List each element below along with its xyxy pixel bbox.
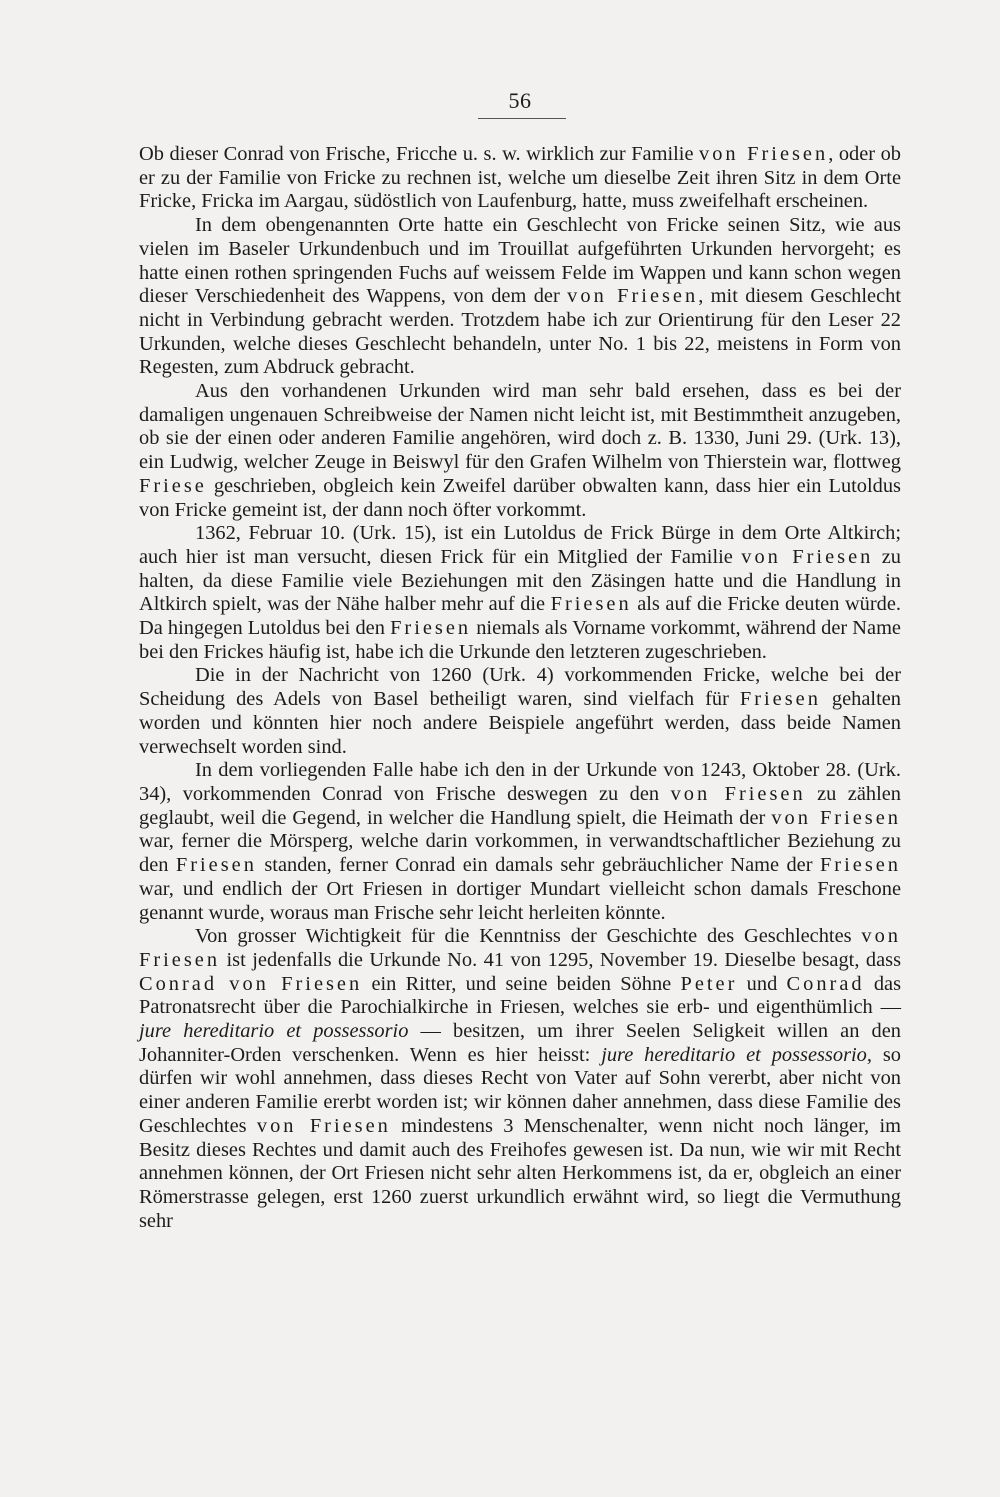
paragraph <box>139 143 901 214</box>
text-run: zu zählen geglaubt, weil die Gegend, in welcher die Handlung spielt, die Heimath der <box>139 782 901 829</box>
spaced-name: von Friesen <box>771 806 901 829</box>
italic-phrase: jure hereditario et possessorio, <box>601 1043 872 1066</box>
text-run: , oder ob er zu der Familie von Fricke zu rechnen ist, welche um dieselbe Zeit ihren Sitz in dem Orte Fricke, Fricka im Aargau, südöstlich von Laufenburg, hatte, muss zweifelhaft erscheinen. <box>139 143 901 213</box>
page-number-rule <box>478 118 566 119</box>
text-run: , mit diesem Geschlecht nicht in Verbindung gebracht werden. Trotzdem habe ich zur Orientirung für den Leser 22 Urkunden, welche dieses Geschlecht behandeln, unter No. 1 bis 22, meistens in Form von Regesten, zum Abdruck gebracht. <box>139 285 901 379</box>
spaced-name: von Friesen <box>256 1114 391 1137</box>
body-text <box>139 143 901 1233</box>
spaced-name: Conrad von Friesen <box>139 972 363 995</box>
text-run: so dürfen wir wohl annehmen, dass dieses Recht von Vater auf Sohn vererbt, aber nicht von einer anderen Familie ererbt worden ist; wir können daher annehmen, dass diese Familie des Geschlechtes <box>139 1043 902 1137</box>
spaced-name: Friese <box>139 474 207 497</box>
spaced-name: von Friesen <box>741 545 874 568</box>
paragraph <box>139 380 901 522</box>
spaced-name: Friesen <box>739 688 821 711</box>
text-run: Von grosser Wichtigkeit für die Kenntniss der Geschichte des Geschlechtes <box>195 925 862 948</box>
text-run: gehalten worden und könnten hier noch andere Beispiele angeführt werden, dass beide Namen verwechselt worden sind. <box>139 688 901 758</box>
spaced-name: von Friesen <box>139 925 901 971</box>
text-run: zu halten, da diese Familie viele Beziehungen mit den Zäsingen hatte und die Handlung in Altkirch spielt, was der Nähe halber mehr auf die <box>139 545 902 616</box>
spaced-name: von Friesen <box>670 782 806 805</box>
text-run: — besitzen, um ihrer Seelen Seligkeit willen an den Johanniter-Orden verschenken. Wenn es hier heisst: <box>139 1020 901 1066</box>
text-run: niemals als Vorname vorkommt, während der Name bei den Frickes häufig ist, habe ich die Urkunde den letzteren zugeschrieben. <box>139 617 901 663</box>
paragraph <box>139 522 901 664</box>
spaced-name: Friesen <box>550 593 632 616</box>
spaced-name: Friesen <box>819 854 901 877</box>
text-run: Aus den vorhandenen Urkunden wird man sehr bald ersehen, dass es bei der damaligen ungenauen Schreibweise der Namen nicht leicht ist, mit Bestimmtheit anzugeben, ob sie der einen oder anderen Familie angehören, wird doch z. B. 1330, Juni 29. (Urk. 13), ein Ludwig, welcher Zeuge in Beiswyl für den Grafen Wilhelm von Thierstein war, flottweg <box>139 380 901 474</box>
text-run: In dem obengenannten Orte hatte ein Geschlecht von Fricke seinen Sitz, wie aus vielen im Baseler Urkundenbuch und im Trouillat aufgeführten Urkunden hervorgeht; es hatte einen rothen springenden Fuchs auf weissem Felde im Wappen und kann schon wegen dieser Verschiedenheit des Wappens, von dem der <box>139 214 901 308</box>
text-run: mindestens 3 Menschenalter, wenn nicht noch länger, im Besitz dieses Rechtes und damit auch des Freihofes gewesen ist. Da nun, wie wir mit Recht annehmen können, der Ort Friesen nicht sehr alten Herkommens ist, da er, obgleich an einer Römerstrasse gelegen, erst 1260 zuerst urkundlich erwähnt wird, so liegt die Vermuthung sehr <box>139 1114 902 1232</box>
spaced-name: Friesen <box>175 854 257 877</box>
spaced-name: Conrad <box>786 972 865 995</box>
paragraph <box>139 925 901 1233</box>
text-run: geschrieben, obgleich kein Zweifel darüber obwalten kann, dass hier ein Lutoldus von Fricke gemeint ist, der dann noch öfter vorkommt. <box>139 474 901 521</box>
text-run: und <box>737 972 787 995</box>
text-run: war, und endlich der Ort Friesen in dortiger Mundart vielleicht schon damals Freschone genannt wurde, woraus man Frische sehr leicht herleiten könnte. <box>139 877 901 924</box>
text-run: das Patronatsrecht über die Parochialkirche in Friesen, welches sie erb- und eigenthümlich — <box>139 972 902 1019</box>
text-run: Die in der Nachricht von 1260 (Urk. 4) vorkommenden Fricke, welche bei der Scheidung des Adels von Basel betheiligt waren, sind vielfach für <box>139 664 901 711</box>
spaced-name: von Friesen <box>567 285 699 308</box>
paragraph <box>139 664 901 759</box>
text-run: ein Ritter, und seine beiden Söhne <box>362 972 681 995</box>
paragraph <box>139 214 901 380</box>
text-run: 1362, Februar 10. (Urk. 15), ist ein Lutoldus de Frick Bürge in dem Orte Altkirch; auch hier ist man versucht, diesen Frick für ein Mitglied der Familie <box>139 522 901 568</box>
spaced-name: Friesen <box>390 617 472 640</box>
text-run: Ob dieser Conrad von Frische, Fricche u. s. w. wirklich zur Familie <box>139 143 700 165</box>
text-run: ist jedenfalls die Urkunde No. 41 von 1295, November 19. Dieselbe besagt, dass <box>220 948 901 971</box>
page-number: 56 <box>508 88 532 113</box>
italic-phrase: jure hereditario et possessorio <box>139 1020 409 1043</box>
text-run: war, ferner die Mörsperg, welche darin vorkommen, in verwandtschaftlicher Beziehung zu den <box>139 830 901 877</box>
spaced-name: von Friesen <box>699 143 829 165</box>
text-run: als auf die Fricke deuten würde. Da hingegen Lutoldus bei den <box>139 593 901 640</box>
text-run: In dem vorliegenden Falle habe ich den in der Urkunde von 1243, Oktober 28. (Urk. 34), vorkommenden Conrad von Frische deswegen zu den <box>139 759 901 805</box>
text-run: standen, ferner Conrad ein damals sehr gebräuchlicher Name der <box>256 854 820 877</box>
spaced-name: Peter <box>680 972 738 995</box>
paragraph <box>139 759 901 925</box>
